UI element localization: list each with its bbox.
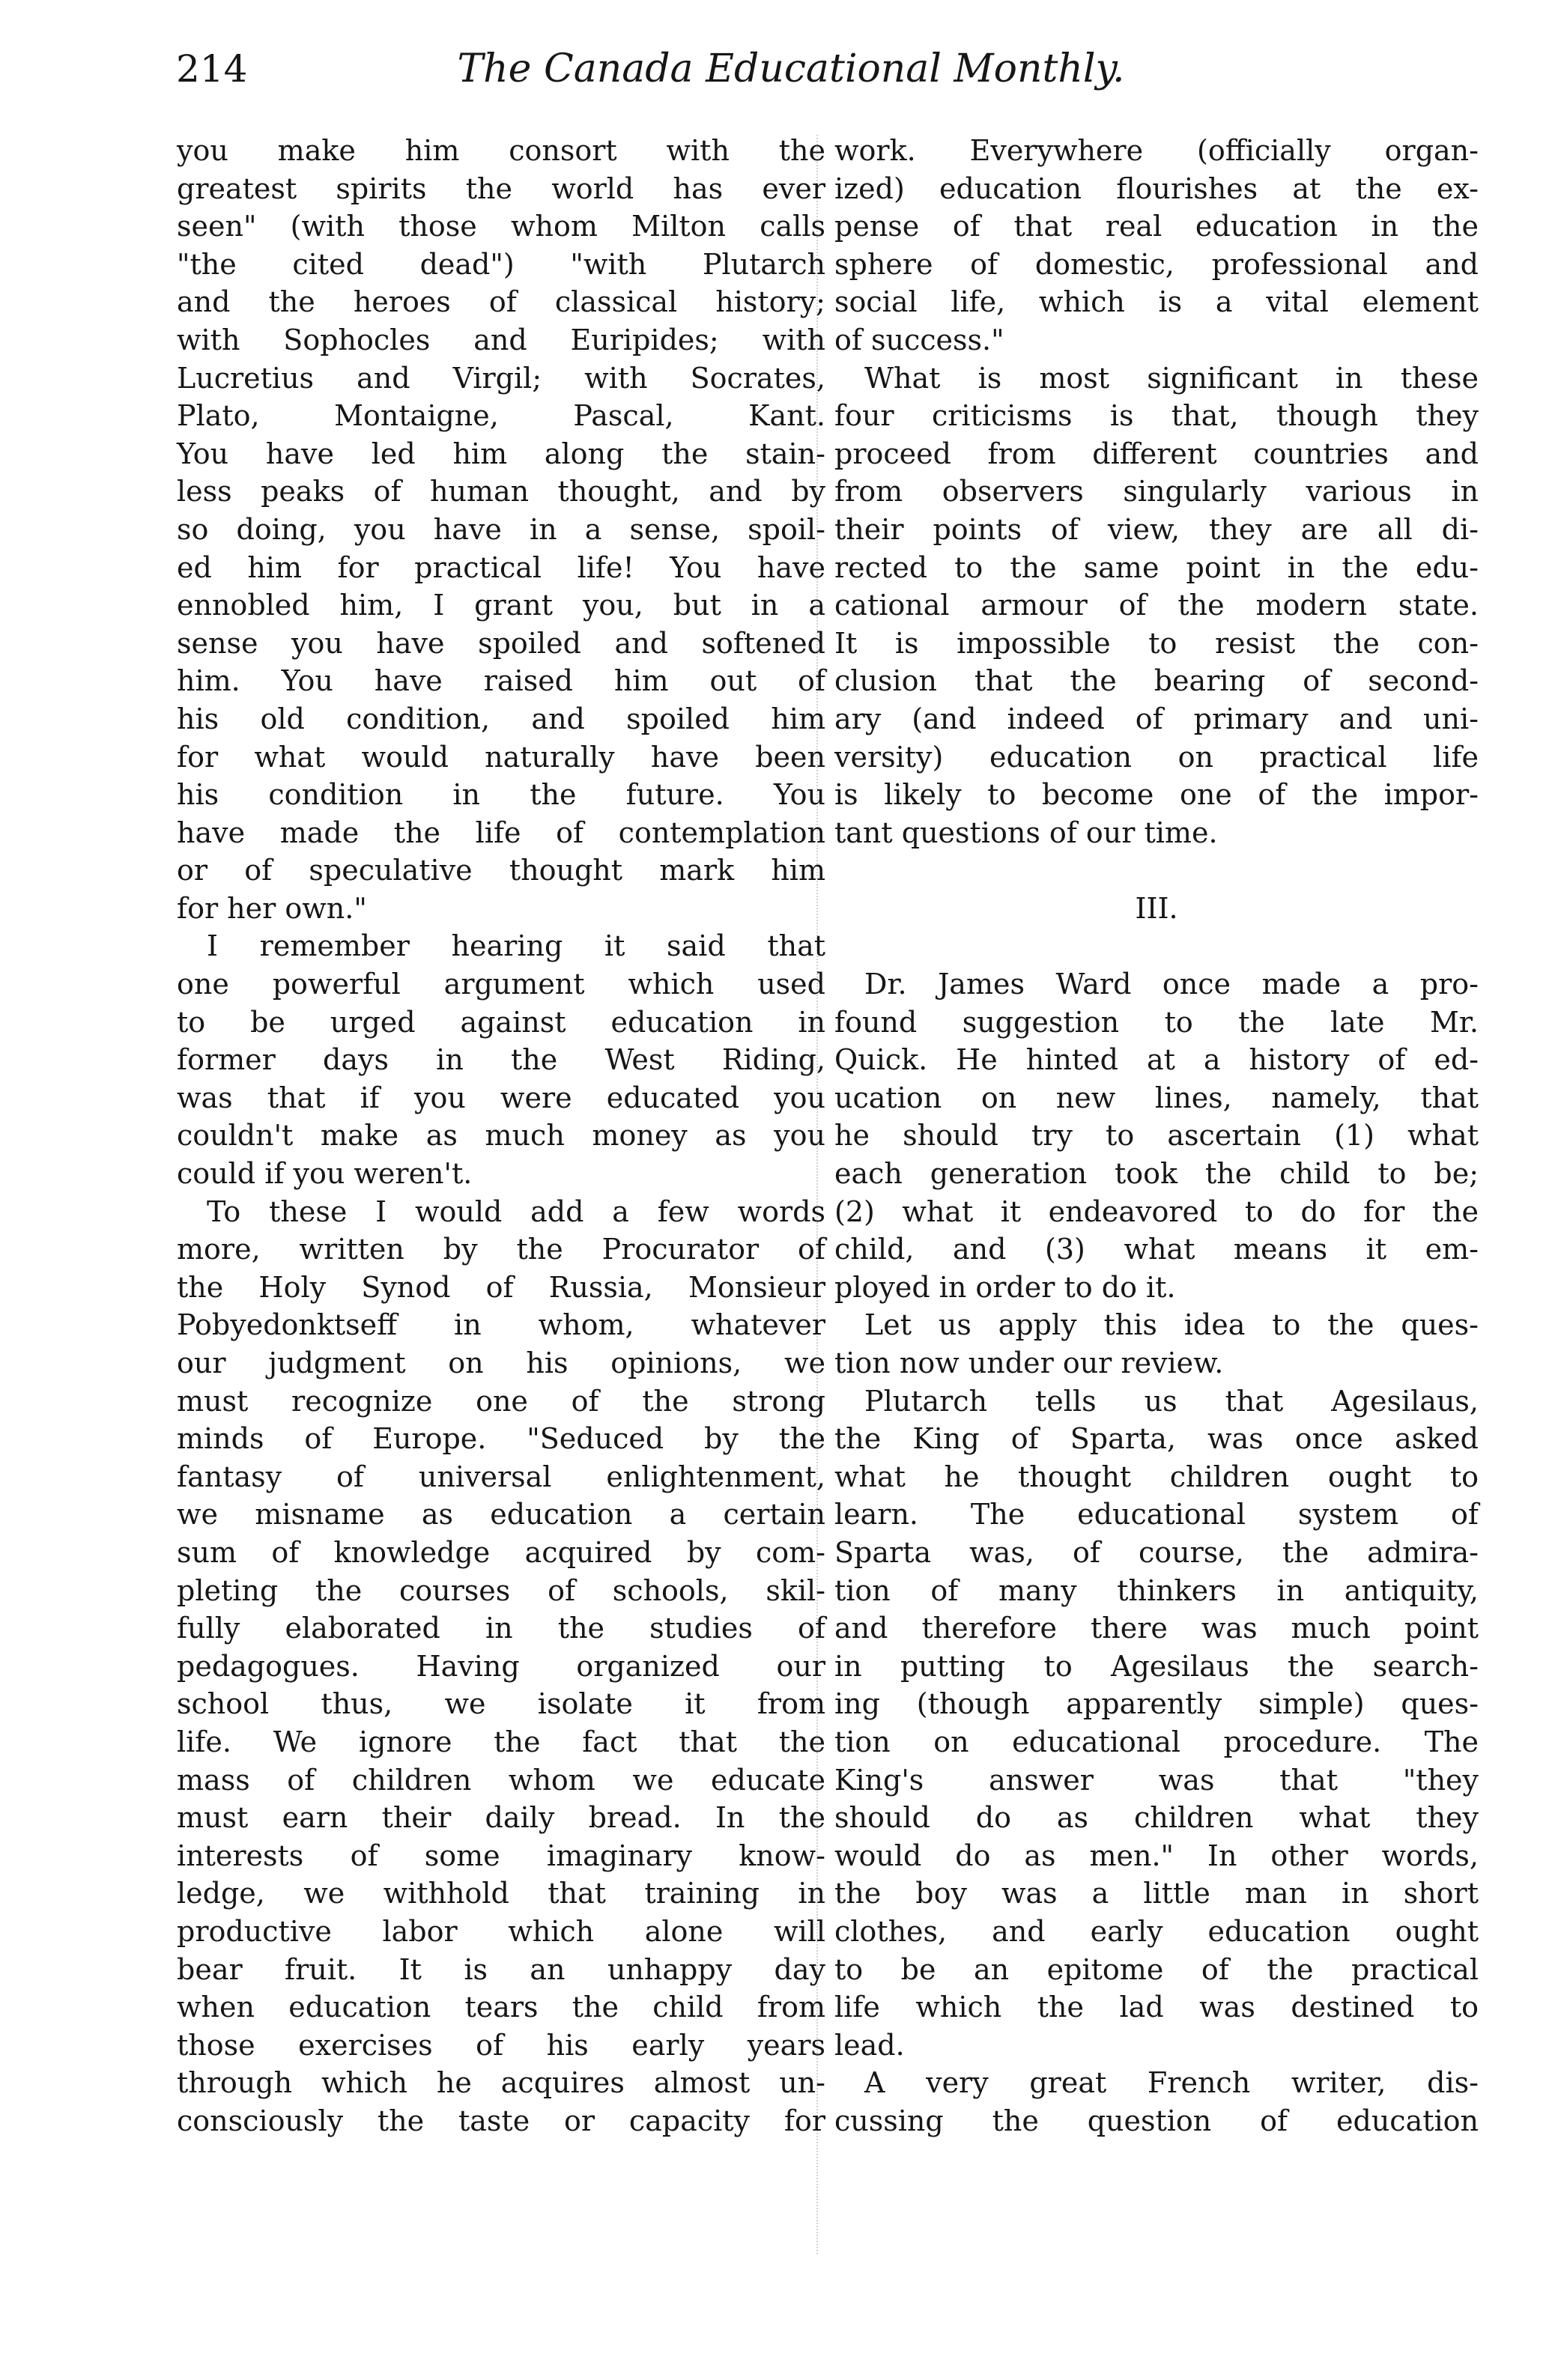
text-line: when education tears the child from (177, 1991, 825, 2024)
text-line: so doing, you have in a sense, spoil- (177, 512, 825, 546)
text-line: greatest spirits the world has ever (177, 171, 825, 205)
text-line: Lucretius and Virgil; with Socrates, (177, 361, 825, 395)
text-line: You have led him along the stain- (177, 437, 825, 470)
text-line: tion now under our review. (834, 1347, 1224, 1379)
text-line: what he thought children ought to (834, 1460, 1479, 1493)
text-line: ployed in order to do it. (834, 1270, 1176, 1304)
text-line: pense of that real education in the (834, 210, 1479, 243)
text-line: Plutarch tells us that Agesilaus, (864, 1384, 1479, 1418)
text-line: those exercises of his early years (177, 2028, 825, 2062)
text-line: clusion that the bearing of second- (834, 664, 1479, 698)
text-line: child, and (3) what means it em- (834, 1233, 1479, 1266)
text-line: I remember hearing it said that (207, 929, 825, 963)
right-column (834, 132, 1479, 2140)
text-line: his condition in the future. You (177, 778, 825, 812)
left-column (177, 132, 825, 2140)
text-line: ennobled him, I grant you, but in a (177, 589, 825, 622)
text-line: sum of knowledge acquired by com- (177, 1535, 825, 1569)
text-line: minds of Europe. "Seduced by the (177, 1422, 825, 1456)
text-line: What is most significant in these (864, 361, 1479, 395)
text-line: have made the life of contemplation (177, 816, 825, 849)
text-line: "the cited dead") "with Plutarch (177, 247, 825, 281)
text-line: mass of children whom we educate (177, 1763, 825, 1797)
text-line: bear fruit. It is an unhappy day (177, 1952, 825, 1986)
text-line: life which the lad was destined to (834, 1991, 1479, 2024)
text-line: was that if you were educated you (177, 1081, 825, 1114)
text-line: one powerful argument which used (177, 968, 825, 1001)
text-line: work. Everywhere (officially organ- (834, 134, 1479, 167)
text-line: must earn their daily bread. In the (177, 1801, 825, 1835)
text-line: Sparta was, of course, the admira- (834, 1535, 1479, 1569)
text-line: and therefore there was much point (834, 1612, 1479, 1645)
text-line: To these I would add a few words (207, 1194, 825, 1228)
text-line: social life, which is a vital element (834, 285, 1479, 319)
text-line: their points of view, they are all di- (834, 512, 1479, 546)
text-line: four criticisms is that, though they (834, 399, 1479, 433)
text-line: sense you have spoiled and softened (177, 626, 825, 660)
text-line: would do as men." In other words, (834, 1839, 1479, 1872)
text-line: King's answer was that "they (834, 1763, 1479, 1797)
text-line: fantasy of universal enlightenment, (177, 1460, 825, 1493)
text-line: A very great French writer, dis- (864, 2066, 1479, 2100)
text-line: seen" (with those whom Milton calls (177, 210, 825, 243)
text-line: of success." (834, 323, 1004, 356)
text-line: rected to the same point in the edu- (834, 550, 1479, 584)
text-line: tant questions of our time. (834, 816, 1218, 849)
text-line: lead. (834, 2028, 905, 2062)
text-line: the boy was a little man in short (834, 1877, 1479, 1910)
text-line: the King of Sparta, was once asked (834, 1422, 1479, 1456)
text-line: for her own." (177, 891, 367, 925)
text-line: for what would naturally have been (177, 740, 825, 774)
text-line: couldn't make as much money as you (177, 1119, 825, 1153)
text-line (834, 851, 1479, 890)
text-line: to be urged against education in (177, 1005, 825, 1039)
text-line: ledge, we withhold that training in (177, 1877, 825, 1910)
text-line: we misname as education a certain (177, 1498, 825, 1531)
text-line: found suggestion to the late Mr. (834, 1005, 1479, 1039)
text-line: Quick. He hinted at a history of ed- (834, 1043, 1479, 1077)
page-number: 214 (176, 47, 248, 91)
text-line: pleting the courses of schools, skil- (177, 1573, 825, 1607)
text-line: in putting to Agesilaus the search- (834, 1649, 1479, 1683)
text-line: proceed from different countries and (834, 437, 1479, 470)
text-line: interests of some imaginary know- (177, 1839, 825, 1872)
text-line: Let us apply this idea to the ques- (864, 1308, 1479, 1342)
text-line: ary (and indeed of primary and uni- (834, 702, 1479, 735)
text-line: he should try to ascertain (1) what (834, 1119, 1479, 1153)
text-line: former days in the West Riding, (177, 1043, 825, 1077)
text-line: ized) education flourishes at the ex- (834, 171, 1479, 205)
text-line: ing (though apparently simple) ques- (834, 1687, 1479, 1721)
section-heading: III. (1135, 891, 1178, 925)
text-line: with Sophocles and Euripides; with (177, 323, 825, 356)
running-title: The Canada Educational Monthly. (457, 46, 1125, 91)
text-line: Plato, Montaigne, Pascal, Kant. (177, 399, 825, 433)
text-line: fully elaborated in the studies of (177, 1612, 825, 1645)
text-line: Pobyedonktseff in whom, whatever (177, 1308, 825, 1342)
text-line: ed him for practical life! You have (177, 550, 825, 584)
text-line: tion on educational procedure. The (834, 1725, 1479, 1758)
text-line: It is impossible to resist the con- (834, 626, 1479, 660)
text-line: versity) education on practical life (834, 740, 1479, 774)
text-line: each generation took the child to be; (834, 1157, 1479, 1191)
text-line: cational armour of the modern state. (834, 589, 1479, 622)
text-line: cussing the question of education (834, 2104, 1479, 2137)
text-line: is likely to become one of the impor- (834, 778, 1479, 812)
text-line: must recognize one of the strong (177, 1384, 825, 1418)
text-line: consciously the taste or capacity for (177, 2104, 825, 2137)
text-line: tion of many thinkers in antiquity, (834, 1573, 1479, 1607)
text-line: school thus, we isolate it from (177, 1687, 825, 1721)
text-line: less peaks of human thought, and by (177, 475, 825, 509)
text-line: our judgment on his opinions, we (177, 1347, 825, 1379)
text-line: pedagogues. Having organized our (177, 1649, 825, 1683)
text-line: could if you weren't. (177, 1157, 473, 1191)
text-line: the Holy Synod of Russia, Monsieur (177, 1270, 825, 1304)
text-line: clothes, and early education ought (834, 1914, 1479, 1948)
text-line: through which he acquires almost un- (177, 2066, 825, 2100)
text-line: more, written by the Procurator of (177, 1233, 825, 1266)
text-line: him. You have raised him out of (177, 664, 825, 698)
text-line: Dr. James Ward once made a pro- (864, 968, 1479, 1001)
text-line: sphere of domestic, professional and (834, 247, 1479, 281)
text-line: from observers singularly various in (834, 475, 1479, 509)
text-line (834, 927, 1479, 965)
text-line: or of speculative thought mark him (177, 854, 825, 887)
text-line: productive labor which alone will (177, 1914, 825, 1948)
text-line: you make him consort with the (177, 134, 825, 167)
text-line: to be an epitome of the practical (834, 1952, 1479, 1986)
text-line: ucation on new lines, namely, that (834, 1081, 1479, 1114)
text-line: should do as children what they (834, 1801, 1479, 1835)
text-line: his old condition, and spoiled him (177, 702, 825, 735)
text-line: (2) what it endeavored to do for the (834, 1194, 1479, 1228)
text-line: life. We ignore the fact that the (177, 1725, 825, 1758)
text-line: learn. The educational system of (834, 1498, 1479, 1531)
text-line: and the heroes of classical history; (177, 285, 825, 319)
